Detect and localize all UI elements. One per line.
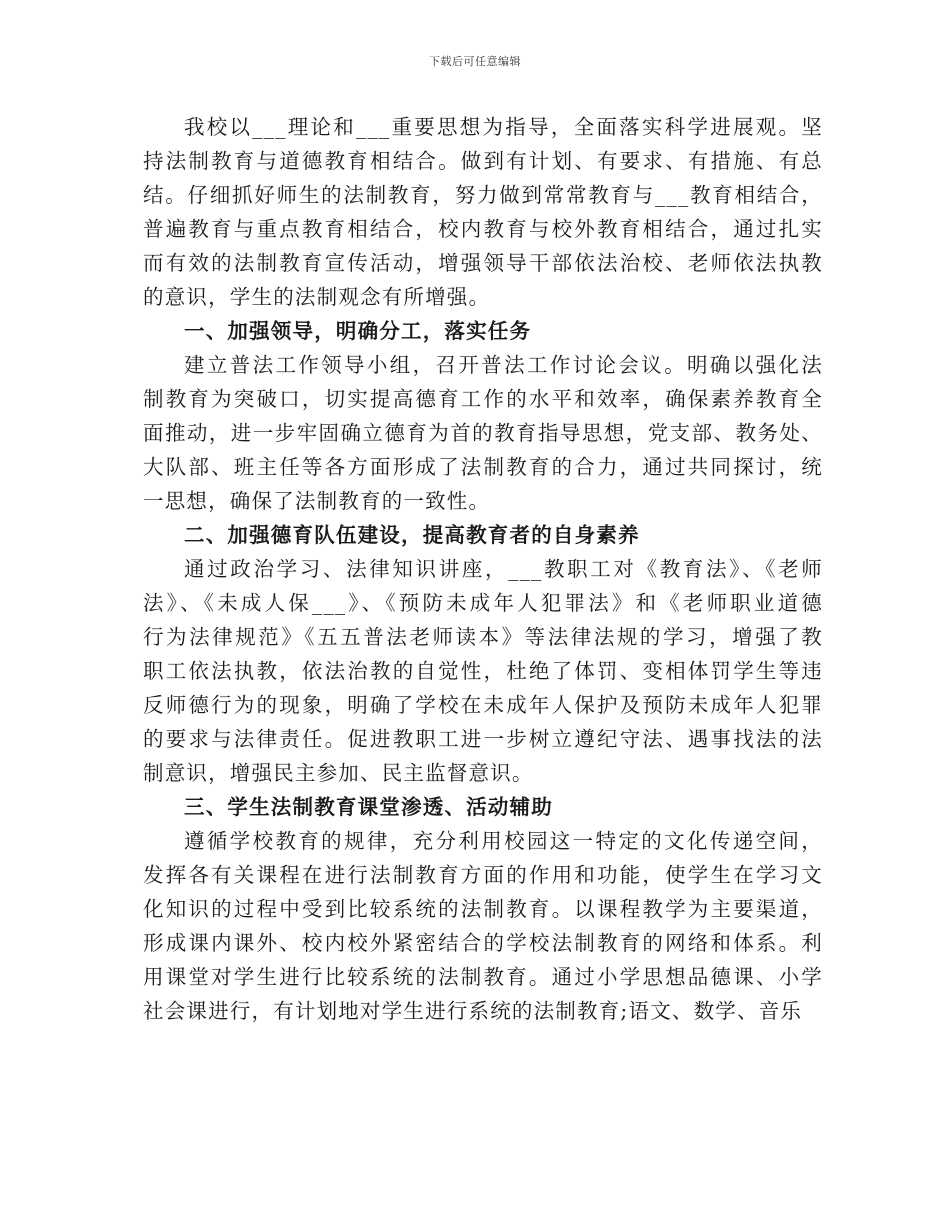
text-line: 反师德行为的现象，明确了学校在未成年人保护及预防未成年人犯罪 (143, 693, 823, 717)
text-line: 化知识的过程中受到比较系统的法制教育。以课程教学为主要渠道， (143, 897, 823, 921)
text-line: 我校以___理论和___重要思想为指导，全面落实科学进展观。坚 (184, 115, 823, 139)
text-line: 持法制教育与道德教育相结合。做到有计划、有要求、有措施、有总 (143, 149, 823, 173)
document-body (143, 110, 823, 1028)
text-line: 通过政治学习、法律知识讲座，___教职工对《教育法》、《老师 (184, 557, 823, 581)
text-line: 遵循学校教育的规律，充分利用校园这一特定的文化传递空间， (184, 829, 823, 853)
text-line: 制教育为突破口，切实提高德育工作的水平和效率，确保素养教育全 (143, 387, 823, 411)
text-line: 用课堂对学生进行比较系统的法制教育。通过小学思想品德课、小学 (143, 965, 823, 989)
section-heading (143, 518, 823, 552)
heading-text: 一、加强领导，明确分工，落实任务 (184, 319, 532, 343)
text-line: 而有效的法制教育宣传活动，增强领导干部依法治校、老师依法执教 (143, 251, 823, 275)
text-line: 结。仔细抓好师生的法制教育，努力做到常常教育与___教育相结合， (143, 183, 823, 207)
text-line: 社会课进行，有计划地对学生进行系统的法制教育;语文、数学、音乐 (143, 999, 803, 1023)
paragraph (143, 348, 823, 518)
paragraph (143, 552, 823, 790)
heading-text: 三、学生法制教育课堂渗透、活动辅助 (184, 795, 553, 819)
text-line: 职工依法执教，依法治教的自觉性，杜绝了体罚、变相体罚学生等违 (143, 659, 823, 683)
text-line: 面推动，进一步牢固确立德育为首的教育指导思想，党支部、教务处、 (143, 421, 823, 445)
paragraph (143, 824, 823, 1028)
text-line: 大队部、班主任等各方面形成了法制教育的合力，通过共同探讨，统 (143, 455, 823, 479)
text-line: 建立普法工作领导小组，召开普法工作讨论会议。明确以强化法 (184, 353, 823, 377)
text-line: 行为法律规范》《五五普法老师读本》等法律法规的学习，增强了教 (143, 625, 823, 649)
text-line: 形成课内课外、校内校外紧密结合的学校法制教育的网络和体系。利 (143, 931, 823, 955)
heading-text: 二、加强德育队伍建设，提高教育者的自身素养 (184, 523, 640, 547)
text-line: 的要求与法律责任。促进教职工进一步树立遵纪守法、遇事找法的法 (143, 727, 823, 751)
text-line: 制意识，增强民主参加、民主监督意识。 (143, 761, 534, 785)
section-heading (143, 790, 823, 824)
text-line: 法》、《未成人保___》、《预防未成年人犯罪法》和《老师职业道德 (143, 591, 823, 615)
text-line: 一思想，确保了法制教育的一致性。 (143, 489, 491, 513)
text-line: 的意识，学生的法制观念有所增强。 (143, 285, 491, 309)
paragraph (143, 110, 823, 314)
text-line: 发挥各有关课程在进行法制教育方面的作用和功能，使学生在学习文 (143, 863, 823, 887)
text-line: 普遍教育与重点教育相结合，校内教育与校外教育相结合，通过扎实 (143, 217, 823, 241)
section-heading (143, 314, 823, 348)
page-header: 下载后可任意编辑 (429, 55, 521, 68)
